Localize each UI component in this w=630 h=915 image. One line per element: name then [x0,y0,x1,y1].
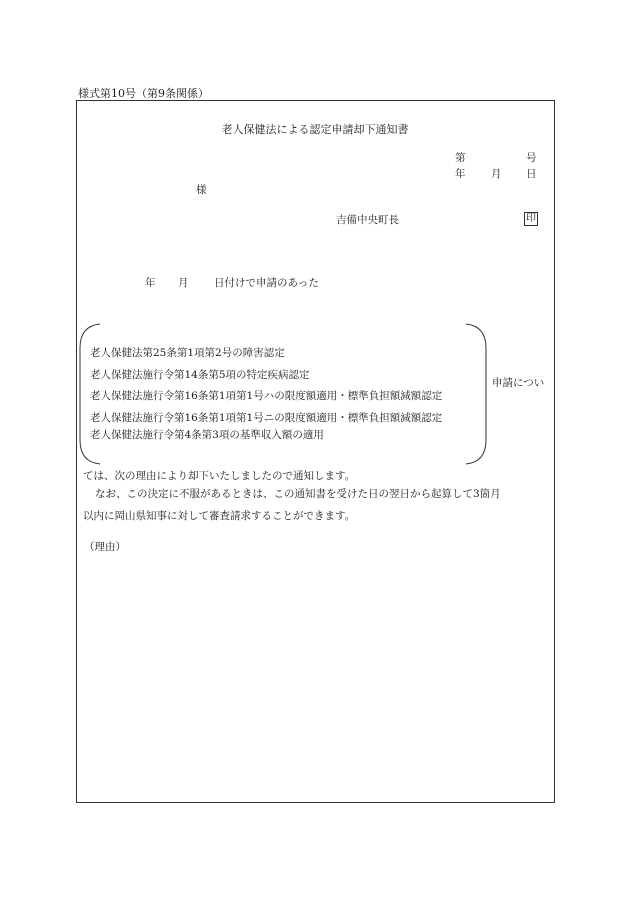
body-text-line: ては、次の理由により却下いたしましたので通知します。 [83,470,356,482]
application-year-label: 年 [145,277,156,289]
number-prefix: 第 [455,152,466,164]
date-year-label: 年 [455,168,466,180]
list-item: 老人保健法施行令第4条第3項の基準収入額の適用 [90,429,324,441]
reason-label: （理由） [84,541,126,553]
application-month-label: 月 [178,277,189,289]
list-item: 老人保健法施行令第16条第1項第1号ニの限度額適用・標準負担額減額認定 [90,412,443,424]
list-item: 老人保健法第25条第1項第2号の障害認定 [90,347,285,359]
number-suffix: 号 [526,152,537,164]
items-suffix-text: 申請につい [492,377,545,389]
list-item: 老人保健法施行令第16条第1項第1号ハの限度額適用・標準負担額減額認定 [90,390,443,402]
list-item: 老人保健法施行令第14条第5項の特定疾病認定 [90,369,310,381]
body-text-line: なお、この決定に不服があるときは、この通知書を受けた日の翌日から起算して3箇月 [95,488,501,500]
seal-glyph: 印 [526,213,536,224]
date-day-label: 日 [526,168,537,180]
issuer-name: 吉備中央町長 [336,214,399,226]
addressee-honorific: 様 [196,184,207,196]
right-bracket [466,324,486,464]
form-number-label: 様式第10号（第9条関係） [78,87,209,100]
date-month-label: 月 [491,168,502,180]
application-date-text: 日付けで申請のあった [214,277,319,289]
document-title: 老人保健法による認定申請却下通知書 [221,123,409,136]
body-text-line: 以内に岡山県知事に対して審査請求することができます。 [83,510,356,522]
